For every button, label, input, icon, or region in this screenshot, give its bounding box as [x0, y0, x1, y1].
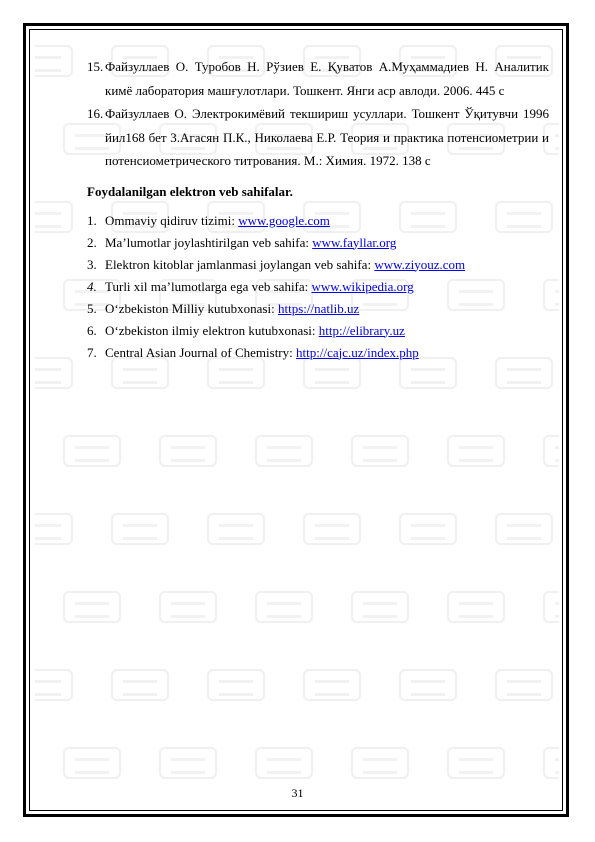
website-description: Central Asian Journal of Chemistry: [105, 344, 297, 360]
reference-item-16 [87, 102, 549, 173]
websites-list [87, 210, 549, 364]
website-link[interactable]: www.wikipedia.org [311, 278, 414, 294]
reference-item-15 [87, 55, 549, 102]
website-link[interactable]: http://cajc.uz/index.php [296, 344, 419, 360]
page-number: 31 [291, 786, 304, 800]
reference-text: Файзуллаев О. Туробов Н. Рўзиев Е. Қуватов А.Муҳаммадиев Н. Аналитик кимё лаборатория машғулотлари. Тошкент. Янги аср авлоди. 2006. 445 с [105, 59, 549, 98]
website-item [87, 298, 549, 320]
website-link[interactable]: http://elibrary.uz [318, 322, 405, 338]
website-number: 6. [87, 322, 97, 338]
website-number: 2. [87, 234, 97, 250]
page-content [87, 55, 549, 364]
website-link[interactable]: https://natlib.uz [277, 300, 360, 316]
website-description: Ma’lumotlar joylashtirilgan veb sahifa: [105, 234, 313, 250]
website-item [87, 232, 549, 254]
website-item [87, 320, 549, 342]
reference-text: Файзуллаев О. Электрокимёвий текшириш усуллари. Тошкент Ўқитувчи 1996 йил168 бет 3.Агасян П.К., Николаева Е.Р. Теория и практика потенсиометрии и потенсиометрического титрования. М.: Химия. 1972. 138 с [105, 106, 549, 168]
website-item [87, 342, 549, 364]
website-number: 1. [87, 212, 97, 228]
website-description: O‘zbekiston ilmiy elektron kutubxonasi: [105, 322, 319, 338]
reference-number: 16. [87, 106, 104, 121]
website-link[interactable]: www.google.com [238, 212, 330, 228]
website-link[interactable]: www.fayllar.org [312, 234, 397, 250]
website-description: O‘zbekiston Milliy kutubxonasi: [105, 300, 278, 316]
websites-heading: Foydalanilgan elektron veb sahifalar. [87, 183, 293, 199]
website-number: 3. [87, 256, 97, 272]
website-item [87, 254, 549, 276]
website-item [87, 210, 549, 232]
reference-number: 15. [87, 59, 104, 74]
website-description: Turli xil ma’lumotlarga ega veb sahifa: [105, 278, 312, 294]
website-link[interactable]: www.ziyouz.com [374, 256, 466, 272]
website-number: 5. [87, 300, 97, 316]
website-description: Elektron kitoblar jamlanmasi joylangan veb sahifa: [105, 256, 375, 272]
website-description: Ommaviy qidiruv tizimi: [105, 212, 239, 228]
website-item [87, 276, 549, 298]
website-number: 4. [87, 278, 97, 294]
website-number: 7. [87, 344, 97, 360]
